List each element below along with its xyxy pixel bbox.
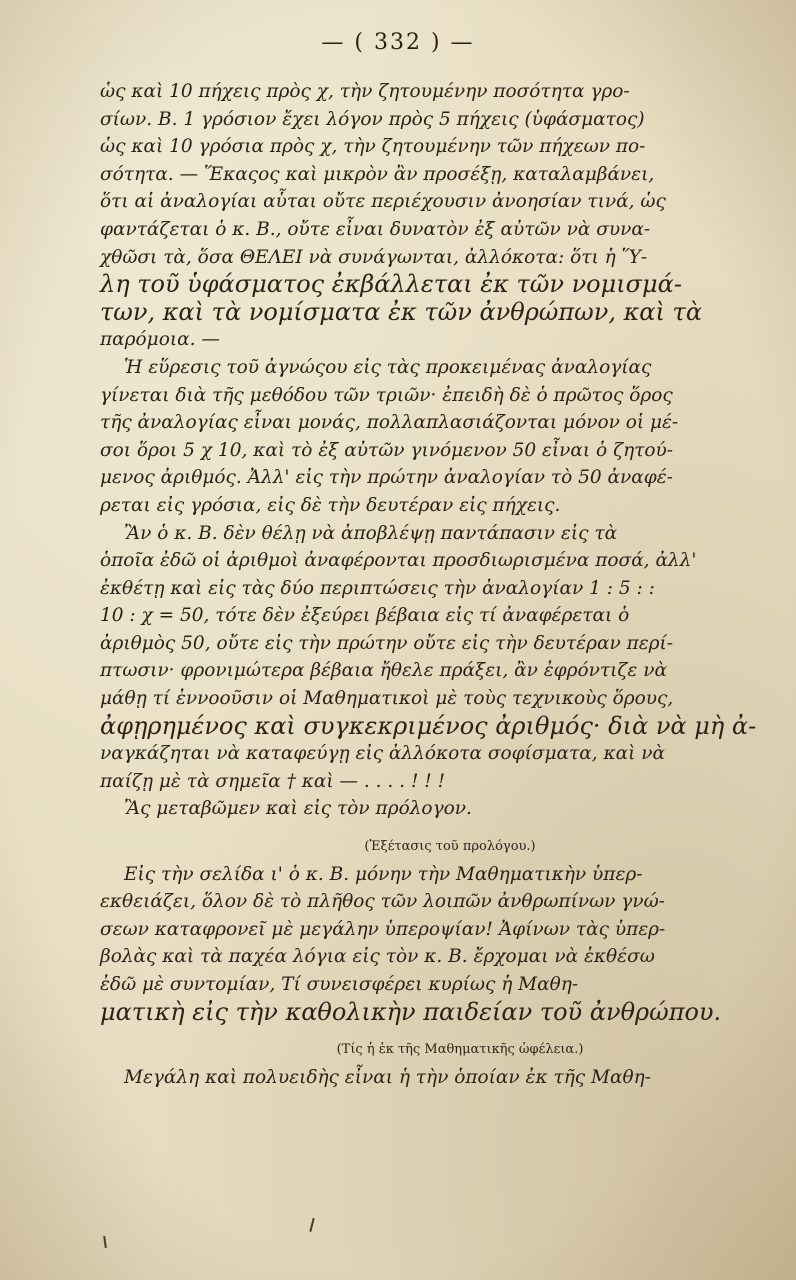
spacer xyxy=(100,1026,760,1036)
emphasized-text-line: των, καὶ τὰ νομίσματα ἐκ τῶν ἀνθρώπων, καὶ τὰ xyxy=(100,297,703,326)
paragraph-start-line: Εἰς τὴν σελίδα ι' ὁ κ. Β. μόνην τὴν Μαθηματικὴν ὑπερ- xyxy=(124,863,643,885)
text-line: ὅτι αἱ ἀναλογίαι αὗται οὔτε περιέχουσιν ἀνοησίαν τινά, ὡς xyxy=(100,191,666,213)
text-line: φαντάζεται ὁ κ. Β., οὔτε εἶναι δυνατὸν ἐξ αὐτῶν νὰ συνα- xyxy=(100,218,651,240)
text-line: σεων καταφρονεῖ μὲ μεγάλην ὑπεροψίαν! Ἀφίνων τὰς ὑπερ- xyxy=(100,918,666,940)
ink-mark xyxy=(103,1236,107,1248)
paragraph-start-line: Μεγάλη καὶ πολυειδὴς εἶναι ἡ τὴν ὁποίαν ἐκ τῆς Μαθη- xyxy=(124,1066,651,1088)
paragraph-start-line: Ἂς μεταβῶμεν καὶ εἰς τὸν πρόλογον. xyxy=(124,798,472,820)
text-line: ἐκθέτῃ καὶ εἰς τὰς δύο περιπτώσεις τὴν ἀναλογίαν 1 : 5 : : xyxy=(100,577,655,599)
ink-mark xyxy=(309,1218,314,1232)
text-line: εκθειάζει, ὅλον δὲ τὸ πλῆθος τῶν λοιπῶν ἀνθρωπίνων γνώ- xyxy=(100,891,665,913)
emphasized-text-line: ἀφῃρημένος καὶ συγκεκριμένος ἀριθμός· διὰ νὰ μὴ ἀ- xyxy=(100,711,757,740)
text-line: πτωσιν· φρονιμώτερα βέβαια ἤθελε πράξει, ἂν ἐφρόντιζε νὰ xyxy=(100,660,667,682)
text-line: ὁποῖα ἐδῶ οἱ ἀριθμοὶ ἀναφέρονται προσδιωρισμένα ποσά, ἀλλ' xyxy=(100,550,697,572)
text-line: ἐδῶ μὲ συντομίαν, Τί συνεισφέρει κυρίως ἡ Μαθη- xyxy=(100,974,579,995)
section-heading: (Τίς ἡ ἐκ τῆς Μαθηματικῆς ὠφέλεια.) xyxy=(336,1042,584,1058)
text-line: χθῶσι τὰ, ὅσα ΘΕΛΕΙ νὰ συνάγωνται, ἀλλόκοτα: ὅτι ἡ Ὕ- xyxy=(100,246,648,268)
text-line: σότητα. — Ἕκαςος καὶ μικρὸν ἂν προσέξῃ, καταλαμβάνει, xyxy=(100,163,655,185)
text-line: ὡς καὶ 10 γρόσια πρὸς χ, τὴν ζητουμένην τῶν πήχεων πο- xyxy=(100,136,646,158)
text-line: βολὰς καὶ τὰ παχέα λόγια εἰς τὸν κ. Β. ἔρχομαι νὰ ἐκθέσω xyxy=(100,946,655,968)
text-line: παρόμοια. — xyxy=(100,329,220,351)
text-line: 10 : χ = 50, τότε δὲν ἐξεύρει βέβαια εἰς τί ἀναφέρεται ὁ xyxy=(100,605,630,627)
spacer xyxy=(100,823,760,833)
emphasized-text-line: ματικὴ εἰς τὴν καθολικὴν παιδείαν τοῦ ἀνθρώπου. xyxy=(100,997,722,1026)
text-line: ναγκάζηται νὰ καταφεύγῃ εἰς ἀλλόκοτα σοφίσματα, καὶ νὰ xyxy=(100,743,665,765)
paragraph-start-line: Ἡ εὕρεσις τοῦ ἀγνώςου εἰς τὰς προκειμένας ἀναλογίας xyxy=(124,356,652,378)
text-line: ὡς καὶ 10 πήχεις πρὸς χ, τὴν ζητουμένην ποσότητα γρο- xyxy=(100,81,630,102)
page-body xyxy=(100,78,760,1091)
paragraph-start-line: Ἂν ὁ κ. Β. δὲν θέλῃ νὰ ἀποβλέψῃ παντάπασιν εἰς τὰ xyxy=(124,522,618,544)
text-line: σοι ὅροι 5 χ 10, καὶ τὸ ἐξ αὐτῶν γινόμενον 50 εἶναι ὁ ζητού- xyxy=(100,439,674,461)
text-line: ρεται εἰς γρόσια, εἰς δὲ τὴν δευτέραν εἰς πήχεις. xyxy=(100,494,561,516)
text-line: παίζῃ μὲ τὰ σημεῖα † καὶ — . . . . ! ! ! xyxy=(100,770,446,792)
emphasized-text-line: λη τοῦ ὑφάσματος ἐκβάλλεται ἐκ τῶν νομισμά- xyxy=(100,270,682,299)
text-line: γίνεται διὰ τῆς μεθόδου τῶν τριῶν· ἐπειδὴ δὲ ὁ πρῶτος ὅρος xyxy=(100,384,673,406)
text-line: σίων. Β. 1 γρόσιον ἔχει λόγον πρὸς 5 πήχεις (ὑφάσματος) xyxy=(100,108,645,130)
text-line: ἀριθμὸς 50, οὔτε εἰς τὴν πρώτην οὔτε εἰς τὴν δευτέραν περί- xyxy=(100,632,674,654)
text-line: τῆς ἀναλογίας εἶναι μονάς, πολλαπλασιάζονται μόνον οἱ μέ- xyxy=(100,412,679,434)
text-line: μενος ἀριθμός. Ἀλλ' εἰς τὴν πρώτην ἀναλογίαν τὸ 50 ἀναφέ- xyxy=(100,467,673,489)
section-heading: (Ἐξέτασις τοῦ προλόγου.) xyxy=(364,839,536,855)
page-number-header: — ( 332 ) — xyxy=(321,30,475,55)
text-line: μάθῃ τί ἐννοοῦσιν οἱ Μαθηματικοὶ μὲ τοὺς τεχνικοὺς ὅρους, xyxy=(100,688,674,710)
